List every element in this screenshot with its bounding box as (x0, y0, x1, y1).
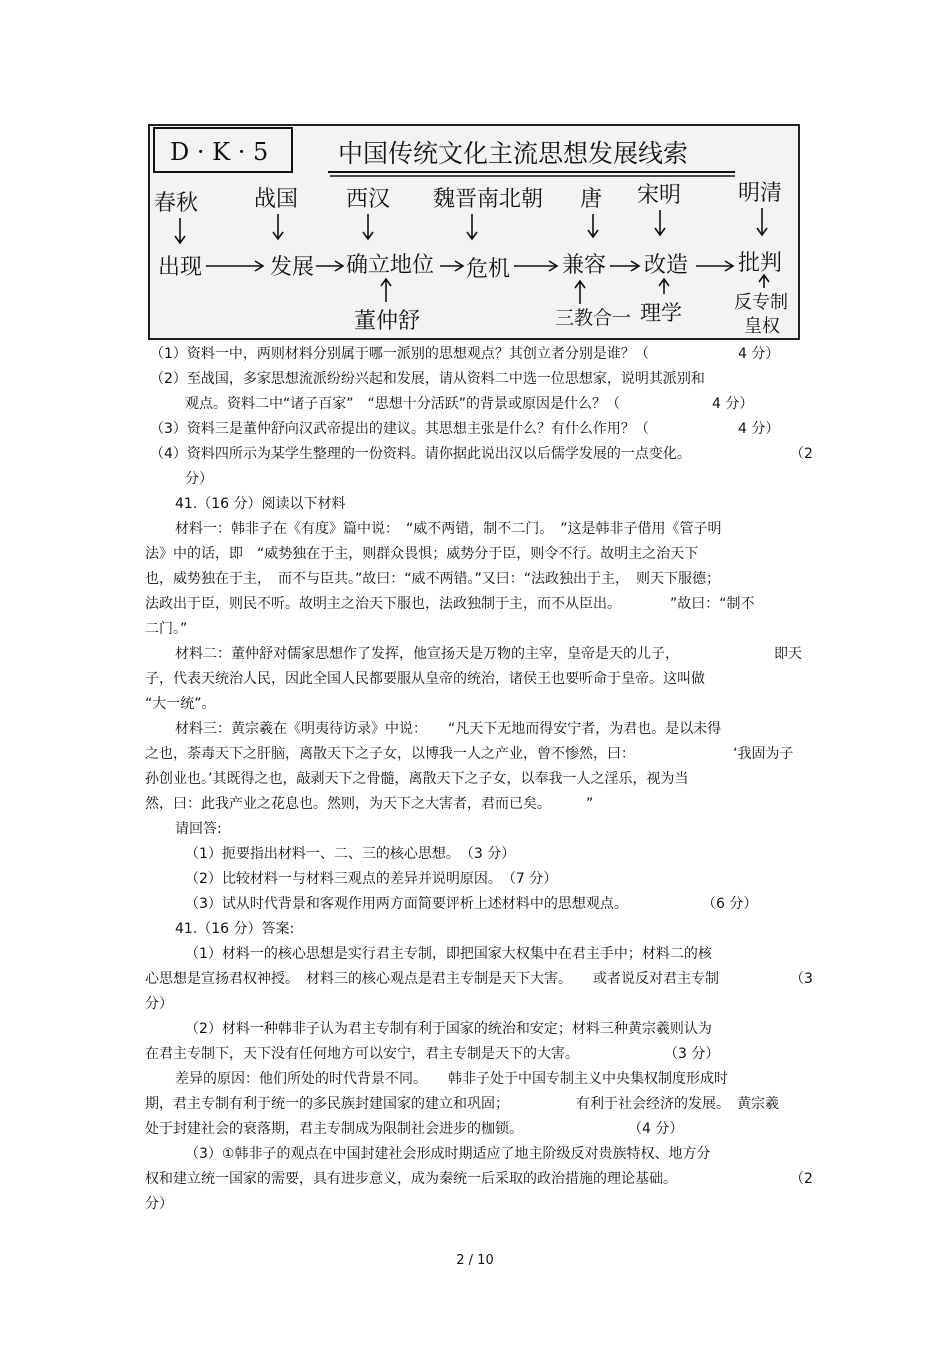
material-2-line-2: 子，代表天统治人民，因此全国人民都要服从皇帝的统治，诸侯王也要听命于皇帝。这叫做 (145, 671, 705, 687)
ask-label: 请回答: (175, 821, 222, 837)
material-3-line-1: 材料三：黄宗羲在《明夷待访录》中说： “凡天下无地而得安宁者，为君也。是以未得 (175, 721, 722, 737)
material-2-line-3: “大一统”。 (145, 696, 216, 712)
material-1-line-3: 也，威势独在于主， 而不与臣共。”故曰：“威不两错。”又曰：“法政独出于主， 则天下服德； (145, 571, 721, 587)
material-1-line-1: 材料一：韩非子在《有度》篇中说： “威不两错，制不二门。 ”这是韩非子借用《管子明 (175, 521, 722, 537)
stage-queli: 确立地位 (346, 253, 435, 278)
up-arrows (381, 275, 769, 304)
reason-line-2: 期，君主专制有利于统一的多民族封建国家的建立和巩固； (145, 1096, 509, 1112)
question-4-score-b: 分） (185, 471, 213, 487)
ask-3-score: （6 分） (702, 896, 758, 912)
stage-gaizao: 改造 (644, 253, 689, 278)
era-mingqing: 明清 (738, 181, 783, 206)
material-2-line-1b: 即天 (774, 646, 802, 662)
question-2-line-1: （2）至战国，多家思想流派纷纷兴起和发展，请从资料二中选一位思想家，说明其派别和 (150, 371, 705, 387)
ask-2: （2）比较材料一与材料三观点的差异并说明原因。 （7 分） (185, 871, 558, 887)
question-3: （3）资料三是董仲舒向汉武帝提出的建议。其思想主张是什么？有什么作用？（ (150, 421, 649, 437)
material-1-line-2: 法》中的话，即 “威势独在于主，则群众畏惧；威势分于臣，则令不行。故明主之治天下 (145, 546, 699, 562)
answer-1-score-a: （3 (790, 971, 813, 987)
stage-chuxian: 出现 (158, 255, 203, 280)
question-2-line-2: 观点。资料二中“诸子百家” “思想十分活跃”的背景或原因是什么？（ (185, 396, 621, 412)
down-arrows (175, 208, 767, 243)
material-2-line-1: 材料二：董仲舒对儒家思想作了发挥，他宣扬天是万物的主宰，皇帝是天的儿子， (175, 646, 679, 662)
timeline-figure (148, 124, 800, 340)
question-2-score: 4 分） (712, 396, 754, 412)
reason-line-3: 处于封建社会的衰落期，君主专制成为限制社会进步的枷锁。 (145, 1121, 523, 1137)
stage-jianrong: 兼容 (562, 253, 607, 278)
answer-1-score-b: 分） (145, 996, 173, 1012)
era-weijin: 魏晋南北朝 (433, 187, 544, 212)
note-dongzhongshu: 董仲舒 (354, 309, 421, 334)
figure-code: D · K · 5 (170, 138, 269, 166)
stage-pipan: 批判 (738, 251, 783, 276)
note-sanjiaoheyi: 三教合一 (555, 307, 632, 329)
era-xihan: 西汉 (346, 187, 391, 212)
question-3-score: 4 分） (738, 421, 780, 437)
material-3-line-2b: ‘我固为子 (733, 746, 794, 762)
answer-2-line-1: （2）材料一种韩非子认为君主专制有利于国家的统治和安定；材料三种黄宗羲则认为 (185, 1021, 712, 1037)
question-1-score: 4 分） (738, 346, 780, 362)
timeline-svg (150, 126, 800, 340)
answer-2-score: （3 分） (664, 1046, 720, 1062)
material-1-line-4: 法政出于臣，则民不听。故明主之治天下服也，法政独制于主，而不从臣出。 ”故曰：“制不 (145, 596, 755, 612)
answer-heading: 41.（16 分）答案: (175, 921, 295, 937)
era-zhanguo: 战国 (254, 187, 299, 212)
material-3-line-3: 孙创业也。’其既得之也，敲剥天下之骨髓，离散天下之子女，以奉我一人之淫乐，视为当 (145, 771, 689, 787)
reason-line-2b: 有利于社会经济的发展。 黄宗羲 (576, 1096, 779, 1112)
material-1-line-5: 二门。” (145, 621, 188, 637)
q41-heading: 41.（16 分）阅读以下材料 (175, 496, 346, 512)
answer-3-score-a: （2 (790, 1171, 813, 1187)
ask-1: （1）扼要指出材料一、二、三的核心思想。 （3 分） (185, 846, 516, 862)
note-lixue: 理学 (640, 301, 682, 325)
question-4: （4）资料四所示为某学生整理的一份资料。请你据此说出汉以后儒学发展的一点变化。 (150, 446, 691, 462)
answer-1-line-1: （1）材料一的核心思想是实行君主专制，即把国家大权集中在君主手中；材料二的核 (185, 946, 712, 962)
note-fanzhuanzhi: 反专制 (734, 292, 788, 313)
figure-title: 中国传统文化主流思想发展线索 (338, 139, 689, 168)
answer-3-line-1: （3）①韩非子的观点在中国封建社会形成时期适应了地主阶级反对贵族特权、地方分 (185, 1146, 711, 1162)
answer-3-score-b: 分） (145, 1196, 173, 1212)
era-chunqiu: 春秋 (154, 191, 199, 216)
answer-2-line-2: 在君主专制下，天下没有任何地方可以安宁，君主专制是天下的大害。 (145, 1046, 579, 1062)
answer-1-line-2: 心思想是宣扬君权神授。 材料三的核心观点是君主专制是天下大害。 或者说反对君主专制 (145, 971, 719, 987)
reason-line-1: 差异的原因：他们所处的时代背景不同。 韩非子处于中国专制主义中央集权制度形成时 (175, 1071, 728, 1087)
reason-score: （4 分） (628, 1121, 684, 1137)
ask-3: （3）试从时代背景和客观作用两方面简要评析上述材料中的思想观点。 (185, 896, 628, 912)
material-3-line-2: 之也，荼毒天下之肝脑，离散天下之子女，以博我一人之产业，曾不惨然，曰： (145, 746, 635, 762)
page-number: 2 / 10 (456, 1253, 494, 1268)
answer-3-line-2: 权和建立统一国家的需要，具有进步意义，成为秦统一后采取的政治措施的理论基础。 (145, 1171, 677, 1187)
question-1: （1）资料一中，两则材料分别属于哪一派别的思想观点？其创立者分别是谁？（ (150, 346, 649, 362)
era-tang: 唐 (580, 187, 603, 212)
question-4-score-a: （2 (790, 446, 813, 462)
stage-fazhan: 发展 (270, 255, 315, 280)
era-songming: 宋明 (637, 183, 682, 208)
material-3-line-4: 然，曰：此我产业之花息也。然则，为天下之大害者，君而已矣。 ” (145, 796, 594, 812)
note-huangquan: 皇权 (744, 316, 780, 337)
stage-weiji: 危机 (466, 257, 511, 282)
